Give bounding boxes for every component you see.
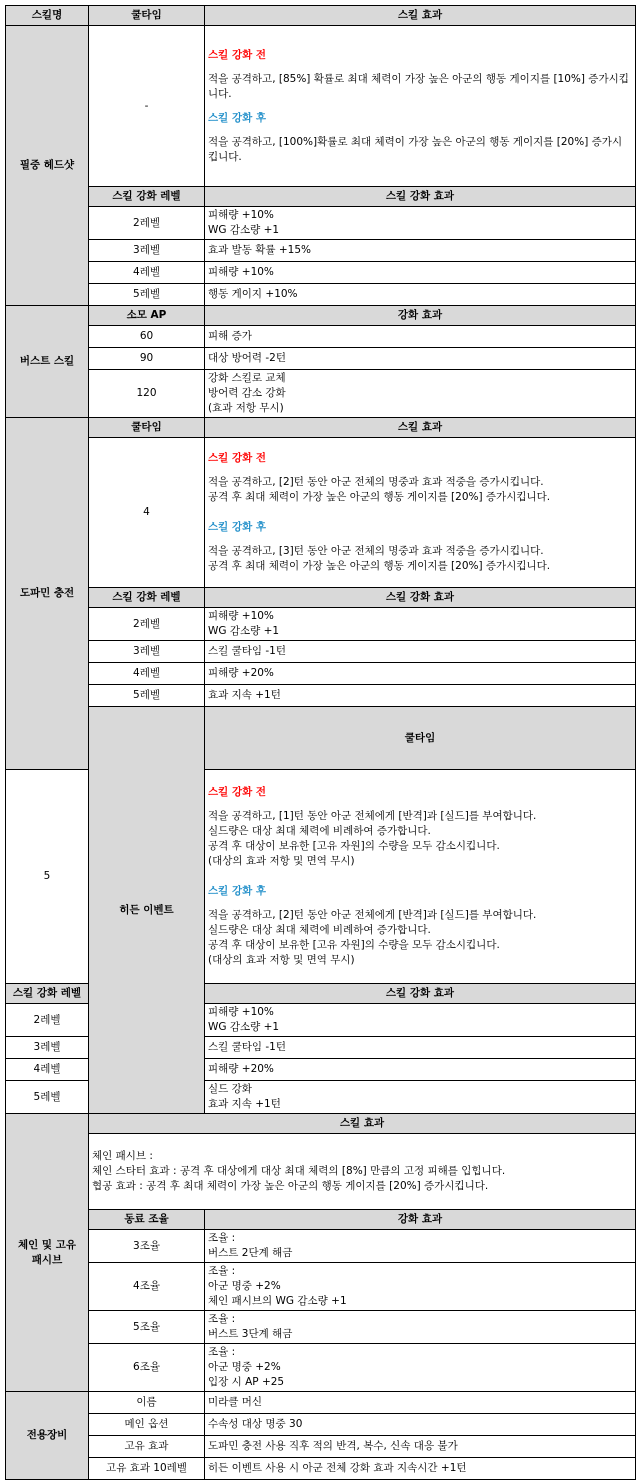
passive-tune-4-effect xyxy=(205,1263,636,1311)
effect-line: 방어력 감소 강화 xyxy=(208,387,286,399)
passive-tune-effect-header: 강화 효과 xyxy=(205,1210,636,1230)
skill3-level-5-effect xyxy=(205,1081,636,1114)
skill3-effect xyxy=(205,770,636,984)
effect-line: 공격 후 대상이 보유한 [고유 자원]의 수량을 모두 감소시킵니다. xyxy=(208,939,500,951)
effect-line: 적을 공격하고, [3]턴 동안 아군 전체의 명중과 효과 적중을 증가시킵니다. xyxy=(208,545,544,557)
gear-name: 전용장비 xyxy=(6,1392,89,1480)
effect-line: 효과 지속 +1턴 xyxy=(208,1098,281,1110)
effect-line: 아군 명중 +2% xyxy=(208,1361,281,1373)
effect-line: 협공 효과 : 공격 후 최대 체력이 가장 높은 아군의 행동 게이지를 [20%] 증가시킵니다. xyxy=(92,1180,489,1192)
skill3-name: 히든 이벤트 xyxy=(89,707,205,1114)
burst-name: 버스트 스킬 xyxy=(6,306,89,418)
effect-line: 체인 스타터 효과 : 공격 후 대상에게 대상 최대 체력의 [8%] 만큼의 고정 피해를 입힙니다. xyxy=(92,1165,506,1177)
skill3-upgrade-level-header: 스킬 강화 레벨 xyxy=(6,984,89,1004)
passive-tune-3: 3조율 xyxy=(89,1230,205,1263)
passive-tune-5-effect xyxy=(205,1311,636,1344)
passive-effect-header: 스킬 효과 xyxy=(89,1114,636,1134)
skill2-upgrade-effect-header: 스킬 강화 효과 xyxy=(205,588,636,608)
skill3-upgrade-effect-header: 스킬 강화 효과 xyxy=(205,984,636,1004)
skill1-level-2-effect xyxy=(205,207,636,240)
effect-line: 버스트 3단계 해금 xyxy=(208,1328,293,1340)
skill1-level-2: 2레벨 xyxy=(89,207,205,240)
header-cooldown: 쿨타임 xyxy=(89,6,205,26)
skill-table xyxy=(5,5,636,1480)
skill2-level-3: 3레벨 xyxy=(89,641,205,663)
gear-value-unique-effect-10: 히든 이벤트 사용 시 아군 전체 강화 효과 지속시간 +1턴 xyxy=(205,1458,636,1480)
skill2-cooldown: 4 xyxy=(89,438,205,588)
skill1-level-5: 5레벨 xyxy=(89,284,205,306)
passive-tune-6-effect xyxy=(205,1344,636,1392)
skill1-level-4-effect: 피해량 +10% xyxy=(205,262,636,284)
effect-line: WG 감소량 +1 xyxy=(208,1021,280,1033)
burst-ap-120: 120 xyxy=(89,370,205,418)
skill3-level-3-effect: 스킬 쿨타임 -1턴 xyxy=(205,1037,636,1059)
burst-ap-90: 90 xyxy=(89,348,205,370)
skill3-after-label: 스킬 강화 후 xyxy=(208,885,267,897)
effect-line: 공격 후 대상이 보유한 [고유 자원]의 수량을 모두 감소시킵니다. xyxy=(208,840,500,852)
passive-name-line: 패시브 xyxy=(31,1253,63,1266)
passive-tune-5: 5조율 xyxy=(89,1311,205,1344)
effect-line: 체인 패시브의 WG 감소량 +1 xyxy=(208,1295,347,1307)
burst-ap-120-effect xyxy=(205,370,636,418)
passive-tune-6: 6조율 xyxy=(89,1344,205,1392)
effect-line: 공격 후 최대 체력이 가장 높은 아군의 행동 게이지를 [20%] 증가시킵니다. xyxy=(208,560,551,572)
skill1-level-4: 4레벨 xyxy=(89,262,205,284)
effect-line: 조율 : xyxy=(208,1232,236,1244)
effect-line: 조율 : xyxy=(208,1265,236,1277)
passive-tune-3-effect xyxy=(205,1230,636,1263)
skill2-level-4-effect: 피해량 +20% xyxy=(205,663,636,685)
gear-value-main-option: 수속성 대상 명중 30 xyxy=(205,1414,636,1436)
gear-label-unique-effect-10: 고유 효과 10레벨 xyxy=(89,1458,205,1480)
effect-line: 강화 스킬로 교체 xyxy=(208,372,286,384)
effect-line: (대상의 효과 저항 및 면역 무시) xyxy=(208,954,355,966)
skill2-level-2-effect xyxy=(205,608,636,641)
effect-line: 피해량 +10% xyxy=(208,209,274,221)
effect-line: 체인 패시브 : xyxy=(92,1150,153,1162)
passive-tune-4: 4조율 xyxy=(89,1263,205,1311)
burst-ap-60: 60 xyxy=(89,326,205,348)
effect-line: 입장 시 AP +25 xyxy=(208,1376,285,1388)
skill2-level-4: 4레벨 xyxy=(89,663,205,685)
burst-ap-header: 소모 AP xyxy=(89,306,205,326)
skill3-before-label: 스킬 강화 전 xyxy=(208,786,267,798)
skill2-cooldown-header: 쿨타임 xyxy=(89,418,205,438)
passive-tune-header: 동료 조율 xyxy=(89,1210,205,1230)
skill1-before-text: 적을 공격하고, [85%] 확률로 최대 체력이 가장 높은 아군의 행동 게이지를 [10%] 증가시킵니다. xyxy=(208,72,629,100)
skill3-level-2-effect xyxy=(205,1004,636,1037)
skill3-cooldown-header: 쿨타임 xyxy=(205,707,636,770)
skill1-effect xyxy=(205,26,636,187)
effect-line: 피해량 +10% xyxy=(208,1006,274,1018)
effect-line: 적을 공격하고, [1]턴 동안 아군 전체에게 [반격]과 [실드]를 부여합니다. xyxy=(208,810,537,822)
skill2-level-2: 2레벨 xyxy=(89,608,205,641)
gear-value-name: 미라클 머신 xyxy=(205,1392,636,1414)
skill3-level-3: 3레벨 xyxy=(6,1037,89,1059)
effect-line: 적을 공격하고, [2]턴 동안 아군 전체에게 [반격]과 [실드]를 부여합니다. xyxy=(208,909,537,921)
skill2-level-5-effect: 효과 지속 +1턴 xyxy=(205,685,636,707)
burst-effect-header: 강화 효과 xyxy=(205,306,636,326)
skill2-upgrade-level-header: 스킬 강화 레벨 xyxy=(89,588,205,608)
gear-label-unique-effect: 고유 효과 xyxy=(89,1436,205,1458)
gear-label-name: 이름 xyxy=(89,1392,205,1414)
header-skill-name: 스킬명 xyxy=(6,6,89,26)
skill3-level-4: 4레벨 xyxy=(6,1059,89,1081)
skill1-level-5-effect: 행동 게이지 +10% xyxy=(205,284,636,306)
effect-line: (대상의 효과 저항 및 면역 무시) xyxy=(208,855,355,867)
burst-ap-60-effect: 피해 증가 xyxy=(205,326,636,348)
effect-line: WG 감소량 +1 xyxy=(208,625,280,637)
effect-line: WG 감소량 +1 xyxy=(208,224,280,236)
passive-name-line: 체인 및 고유 xyxy=(17,1238,77,1251)
skill1-upgrade-effect-header: 스킬 강화 효과 xyxy=(205,187,636,207)
skill2-effect xyxy=(205,438,636,588)
effect-line: 실드량은 대상 최대 체력에 비례하여 증가합니다. xyxy=(208,825,431,837)
skill1-after-label: 스킬 강화 후 xyxy=(208,111,267,124)
skill2-level-3-effect: 스킬 쿨타임 -1턴 xyxy=(205,641,636,663)
skill1-after-text: 적을 공격하고, [100%]확률로 최대 체력이 가장 높은 아군의 행동 게이지를 [20%] 증가시킵니다. xyxy=(208,135,623,163)
skill2-level-5: 5레벨 xyxy=(89,685,205,707)
effect-line: 공격 후 최대 체력이 가장 높은 아군의 행동 게이지를 [20%] 증가시킵니다. xyxy=(208,491,551,503)
effect-line: 조율 : xyxy=(208,1346,236,1358)
header-skill-effect: 스킬 효과 xyxy=(205,6,636,26)
skill1-cooldown: - xyxy=(89,26,205,187)
skill2-name: 도파민 충전 xyxy=(6,418,89,770)
effect-line: 적을 공격하고, [2]턴 동안 아군 전체의 명중과 효과 적중을 증가시킵니다. xyxy=(208,476,544,488)
skill3-level-4-effect: 피해량 +20% xyxy=(205,1059,636,1081)
effect-line: 버스트 2단계 해금 xyxy=(208,1247,293,1259)
passive-effect xyxy=(89,1134,636,1210)
gear-value-unique-effect: 도파민 충전 사용 직후 적의 반격, 복수, 신속 대응 불가 xyxy=(205,1436,636,1458)
skill1-level-3-effect: 효과 발동 확률 +15% xyxy=(205,240,636,262)
effect-line: 피해량 +10% xyxy=(208,610,274,622)
effect-line: 실드량은 대상 최대 체력에 비례하여 증가합니다. xyxy=(208,924,431,936)
skill1-level-3: 3레벨 xyxy=(89,240,205,262)
skill2-before-label: 스킬 강화 전 xyxy=(208,452,267,464)
skill2-effect-header: 스킬 효과 xyxy=(205,418,636,438)
effect-line: 아군 명중 +2% xyxy=(208,1280,281,1292)
skill2-after-label: 스킬 강화 후 xyxy=(208,521,267,533)
skill3-level-5: 5레벨 xyxy=(6,1081,89,1114)
gear-label-main-option: 메인 옵션 xyxy=(89,1414,205,1436)
skill1-name: 필중 헤드샷 xyxy=(6,26,89,306)
effect-line: (효과 저항 무시) xyxy=(208,402,284,414)
passive-name xyxy=(6,1114,89,1392)
skill1-upgrade-level-header: 스킬 강화 레벨 xyxy=(89,187,205,207)
effect-line: 조율 : xyxy=(208,1313,236,1325)
skill3-level-2: 2레벨 xyxy=(6,1004,89,1037)
skill3-cooldown: 5 xyxy=(6,770,89,984)
effect-line: 실드 강화 xyxy=(208,1083,252,1095)
burst-ap-90-effect: 대상 방어력 -2턴 xyxy=(205,348,636,370)
skill1-before-label: 스킬 강화 전 xyxy=(208,48,267,61)
